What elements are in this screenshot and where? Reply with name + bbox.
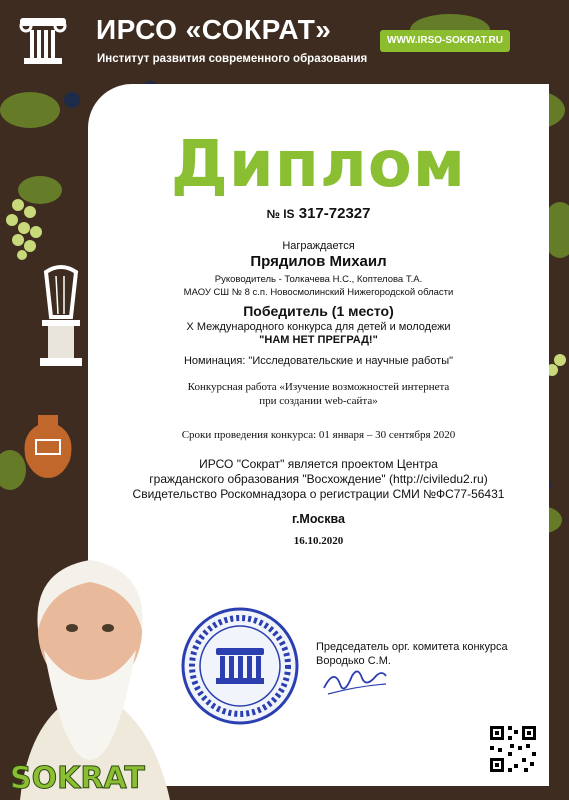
project-line-2: гражданского образования "Восхождение" (http://civiledu2.ru) (149, 472, 488, 486)
contest: X Международного конкурса для детей и молодежи (186, 321, 451, 333)
org-name: ИРСО «СОКРАТ» (96, 14, 332, 45)
contest-dates: Сроки проведения конкурса: 01 января – 30 сентября 2020 (181, 429, 456, 441)
socrat-logo-text: SOKRAT (10, 761, 145, 796)
lyre-column-icon (36, 262, 86, 372)
pillar-logo-icon (18, 14, 68, 66)
site-link-button[interactable]: WWW.IRSO-SOKRAT.RU (380, 30, 510, 52)
supervisor: Руководитель - Толкачева Н.С., Коптелова Т.А. (214, 274, 423, 285)
socrates-illustration (0, 520, 180, 800)
header (0, 0, 569, 80)
qr-code (484, 720, 542, 778)
school: МАОУ СШ № 8 с.п. Новосмолинский Нижегородской области (183, 287, 454, 298)
org-subtitle: Институт развития современного образования (97, 53, 368, 65)
amphora-icon (18, 410, 78, 480)
organization-stamp (180, 606, 300, 726)
work-line-1: Конкурсная работа «Изучение возможностей интернета (187, 381, 450, 393)
work-line-2: при создании web-сайта» (259, 395, 378, 407)
contest-name: "НАМ НЕТ ПРЕГРАД!" (259, 334, 378, 346)
diploma-number-label: № IS (266, 207, 295, 221)
diploma-title: Диплом (170, 128, 467, 202)
place: Победитель (1 место) (243, 303, 394, 319)
diploma-number-value: 317-72327 (298, 205, 371, 222)
recipient-name: Прядилов Михаил (250, 253, 387, 270)
chair-name: Bородько С.М. (316, 655, 391, 667)
awarded-label: Награждается (282, 240, 355, 252)
signature (320, 666, 390, 700)
chair-title: Председатель орг. комитета конкурса (316, 641, 508, 653)
chair-block (316, 640, 508, 668)
diploma-number (88, 205, 549, 222)
project-line-3: Свидетельство Роскомнадзора о регистрации СМИ №ФС77-56431 (132, 487, 505, 501)
project-line-1: ИРСО "Сократ" является проектом Центра (199, 457, 438, 471)
city: г.Москва (292, 512, 345, 526)
nomination: Номинация: "Исследовательские и научные работы" (183, 355, 454, 367)
issue-date: 16.10.2020 (293, 535, 344, 547)
